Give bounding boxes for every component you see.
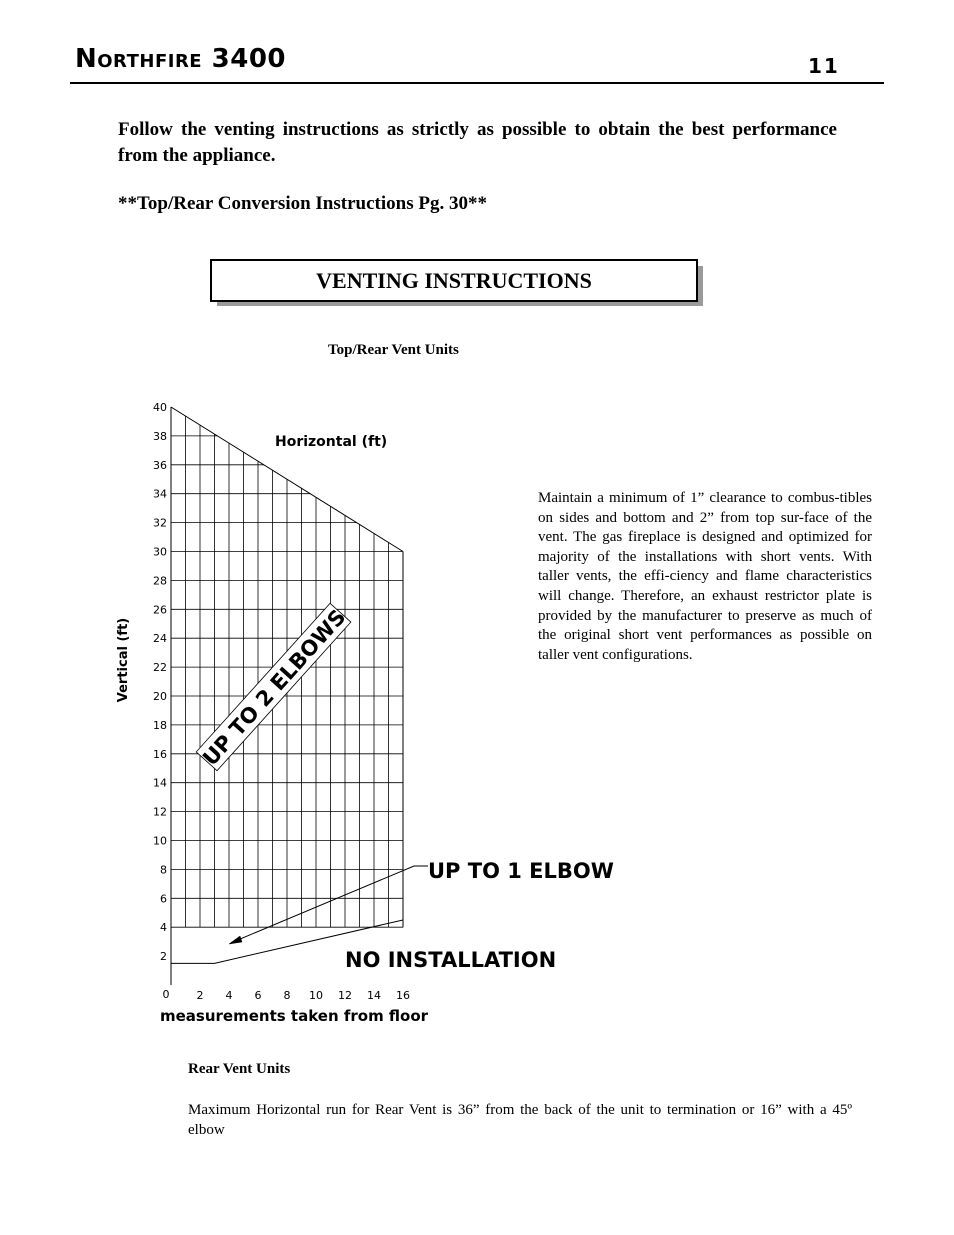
x-tick-label: 2 xyxy=(196,989,204,1002)
y-tick-label: 36 xyxy=(153,458,167,472)
horizontal-axis-label: Horizontal (ft) xyxy=(275,434,388,450)
clearance-paragraph: Maintain a minimum of 1” clearance to combus-tibles on sides and bottom and 2” from top sur-face of the vent. The gas fireplace is designed and optimized for majority of the installations with short vents. With taller vents, the effi-ciency and flame characteristics will change. Therefore, an exhaust restrictor plate is provided by the manufacturer to preserve as much of the original short vent performances as possible on taller vent configurations. xyxy=(538,490,872,663)
y-tick-label: 22 xyxy=(153,661,167,675)
x-tick-label: 8 xyxy=(283,989,291,1002)
x-axis-label: measurements taken from floor xyxy=(160,1007,429,1025)
rear-vent-title: Rear Vent Units xyxy=(188,1061,291,1077)
page-title: Northfire 3400 xyxy=(75,44,287,74)
y-tick-label: 30 xyxy=(153,545,167,559)
y-tick-label: 24 xyxy=(153,632,167,646)
y-tick-label: 26 xyxy=(153,603,167,617)
two-elbows-label-group xyxy=(196,603,351,771)
x-tick-label: 14 xyxy=(367,989,381,1002)
y-tick-label: 2 xyxy=(160,950,167,964)
section-heading-text: VENTING INSTRUCTIONS xyxy=(316,267,592,293)
x-tick-label: 16 xyxy=(396,989,410,1002)
y-tick-label: 32 xyxy=(153,516,167,530)
rear-vent-paragraph: Maximum Horizontal run for Rear Vent is 36” from the back of the unit to termination or 16” with a 45º elbow xyxy=(188,1102,852,1138)
x-tick-label: 6 xyxy=(254,989,262,1002)
conversion-note: **Top/Rear Conversion Instructions Pg. 30** xyxy=(118,193,487,214)
y-tick-label: 34 xyxy=(153,487,167,501)
y-tick-label: 18 xyxy=(153,718,167,732)
y-tick-label: 6 xyxy=(160,892,167,906)
vertical-axis-label: Vertical (ft) xyxy=(116,617,131,703)
page-number: 11 xyxy=(808,54,840,78)
y-tick-label: 10 xyxy=(153,834,167,848)
y-tick-label: 14 xyxy=(153,776,167,790)
y-tick-label: 20 xyxy=(153,690,167,703)
intro-paragraph: Follow the venting instructions as strictly as possible to obtain the best performance from the appliance. xyxy=(118,119,837,166)
two-elbows-label: UP TO 2 ELBOWS xyxy=(198,604,351,771)
y-tick-label: 8 xyxy=(160,863,167,877)
one-elbow-arrowhead xyxy=(229,936,242,944)
x-tick-label: 0 xyxy=(162,988,170,1001)
y-tick-label: 40 xyxy=(153,401,167,414)
x-tick-label: 4 xyxy=(225,989,233,1002)
y-tick-label: 16 xyxy=(153,747,167,761)
x-tick-label: 10 xyxy=(309,989,323,1002)
one-elbow-label: UP TO 1 ELBOW xyxy=(428,859,614,883)
y-tick-label: 28 xyxy=(153,574,167,588)
x-tick-label: 12 xyxy=(338,989,352,1002)
y-tick-label: 38 xyxy=(153,429,167,443)
no-installation-label: NO INSTALLATION xyxy=(345,948,557,972)
y-tick-label: 12 xyxy=(153,805,167,819)
chart-title: Top/Rear Vent Units xyxy=(328,342,459,358)
y-tick-label: 4 xyxy=(160,921,167,935)
